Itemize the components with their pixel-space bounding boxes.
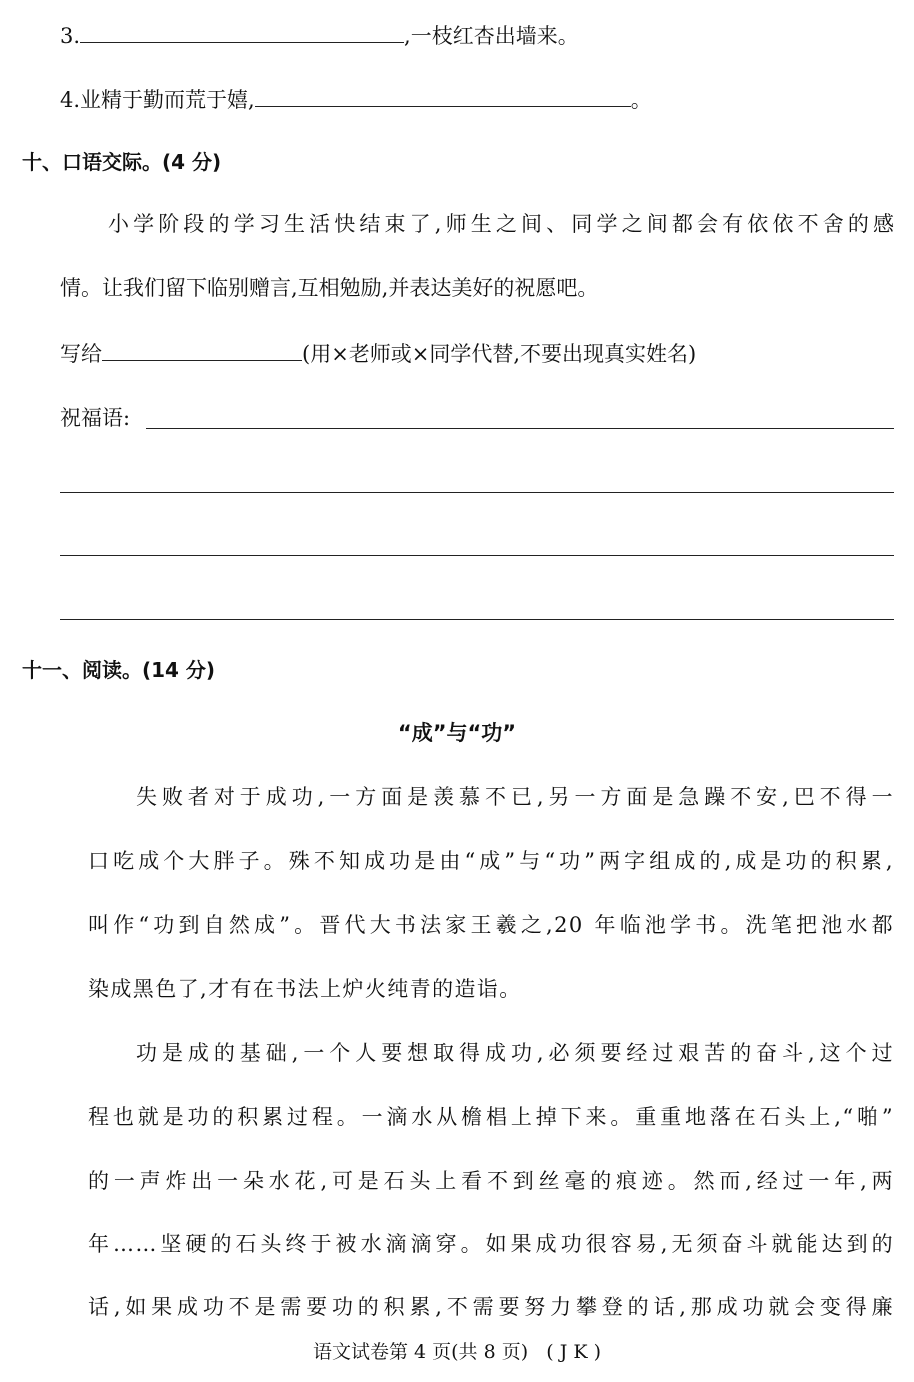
writing-line[interactable] xyxy=(60,492,894,493)
article-line: 口吃成个大胖子。殊不知成功是由“成”与“功”两字组成的,成是功的积累, xyxy=(88,849,894,873)
article-line: 功是成的基础,一个人要想取得成功,必须要经过艰苦的奋斗,这个过 xyxy=(136,1041,894,1065)
article-title: “成”与“功” xyxy=(397,721,517,745)
article-line: 程也就是功的积累过程。一滴水从檐椙上掉下来。重重地落在石头上,“啪” xyxy=(88,1105,894,1129)
section-heading: 十、口语交际。(4 分) xyxy=(22,150,222,174)
recipient-blank[interactable] xyxy=(102,338,302,361)
answer-blank[interactable] xyxy=(80,20,404,43)
poem-line: 4.业精于勤而荒于嬉, xyxy=(60,88,255,112)
punctuation: 。 xyxy=(630,88,652,112)
blessing-label: 祝福语: xyxy=(60,406,131,430)
write-to-note: (用×老师或×同学代替,不要出现真实姓名) xyxy=(302,342,697,366)
writing-line[interactable] xyxy=(60,555,894,556)
prompt-paragraph-line: 情。让我们留下临别赠言,互相勉励,并表达美好的祝愿吧。 xyxy=(60,276,599,300)
section-heading: 十一、阅读。(14 分) xyxy=(22,658,216,682)
write-to-label: 写给 xyxy=(60,342,102,366)
prompt-paragraph-line: 小学阶段的学习生活快结束了,师生之间、同学之间都会有依依不舍的感 xyxy=(108,212,894,236)
writing-line[interactable] xyxy=(60,619,894,620)
page-footer: 语文试卷第 4 页(共 8 页) ( J K ) xyxy=(312,1341,602,1363)
article-line: 年……坚硬的石头终于被水滴滴穿。如果成功很容易,无须奋斗就能达到的 xyxy=(88,1232,894,1256)
q9-item-4 xyxy=(60,84,652,114)
writing-line[interactable] xyxy=(146,428,894,429)
article-line: 话,如果成功不是需要功的积累,不需要努力攀登的话,那成功就会变得廉 xyxy=(88,1295,894,1319)
article-line: 染成黑色了,才有在书法上炉火纯青的造诣。 xyxy=(88,977,522,1001)
answer-blank[interactable] xyxy=(255,84,631,107)
article-line: 叫作“功到自然成”。晋代大书法家王羲之,20 年临池学书。洗笔把池水都 xyxy=(88,913,894,937)
article-line: 的一声炸出一朵水花,可是石头上看不到丝毫的痕迹。然而,经过一年,两 xyxy=(88,1169,894,1193)
article-line: 失败者对于成功,一方面是羡慕不已,另一方面是急躁不安,巴不得一 xyxy=(136,785,894,809)
q9-item-3 xyxy=(60,20,579,50)
item-number: 3. xyxy=(60,24,81,48)
poem-line: ,一枝红杏出墙来。 xyxy=(404,24,579,48)
write-to-row xyxy=(60,338,696,368)
